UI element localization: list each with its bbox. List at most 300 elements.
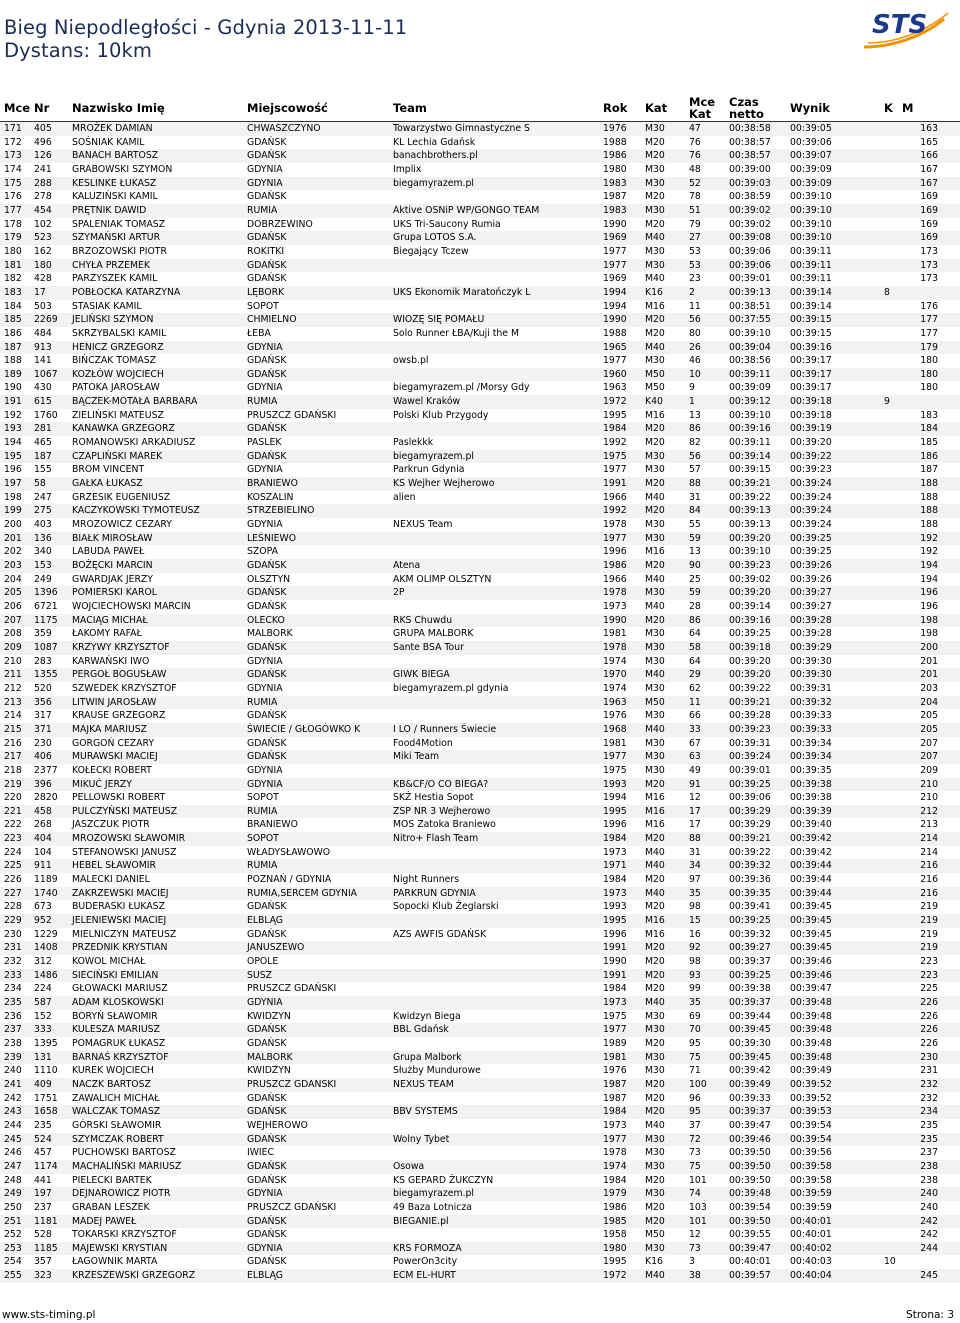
- cell-category-place: 64: [685, 655, 725, 669]
- cell-category-place: 88: [685, 832, 725, 846]
- cell-result: 00:39:38: [786, 791, 880, 805]
- table-row: [0, 1010, 960, 1024]
- cell-women-place: [880, 737, 898, 751]
- cell-place: 190: [0, 381, 30, 395]
- cell-category: M30: [641, 163, 685, 177]
- cell-team: biegamyrazem.pl: [389, 450, 599, 464]
- cell-category-place: 101: [685, 1215, 725, 1229]
- cell-place: 237: [0, 1023, 30, 1037]
- cell-year: 1983: [599, 204, 641, 218]
- table-header-row: [0, 95, 960, 122]
- cell-net-time: 00:38:58: [725, 122, 786, 136]
- cell-category: M30: [641, 1064, 685, 1078]
- cell-bib: 317: [30, 709, 68, 723]
- cell-place: 248: [0, 1174, 30, 1188]
- cell-team: [389, 532, 599, 546]
- cell-city: OPOLE: [243, 955, 389, 969]
- cell-team: [389, 846, 599, 860]
- cell-name: KESLINKE ŁUKASZ: [68, 177, 243, 191]
- table-row: [0, 982, 960, 996]
- cell-category-place: 9: [685, 381, 725, 395]
- cell-net-time: 00:39:11: [725, 436, 786, 450]
- cell-category: M20: [641, 832, 685, 846]
- cell-net-time: 00:39:08: [725, 231, 786, 245]
- cell-year: 1988: [599, 327, 641, 341]
- table-row: [0, 354, 960, 368]
- cell-result: 00:39:33: [786, 723, 880, 737]
- cell-place: 227: [0, 887, 30, 901]
- cell-net-time: 00:39:01: [725, 764, 786, 778]
- cell-city: GDYNIA: [243, 381, 389, 395]
- cell-team: [389, 1092, 599, 1106]
- cell-city: ELBLĄG: [243, 1269, 389, 1283]
- cell-men-place: 237: [898, 1146, 960, 1160]
- cell-net-time: 00:38:59: [725, 190, 786, 204]
- cell-result: 00:39:11: [786, 259, 880, 273]
- table-row: [0, 259, 960, 273]
- cell-city: SOPOT: [243, 832, 389, 846]
- cell-year: 1996: [599, 545, 641, 559]
- cell-category: M40: [641, 341, 685, 355]
- cell-category-place: 98: [685, 900, 725, 914]
- cell-category: M30: [641, 627, 685, 641]
- cell-men-place: 203: [898, 682, 960, 696]
- cell-men-place: 213: [898, 818, 960, 832]
- cell-place: 183: [0, 286, 30, 300]
- cell-name: CZAPLIŃSKI MAREK: [68, 450, 243, 464]
- cell-result: 00:39:53: [786, 1105, 880, 1119]
- cell-category: M16: [641, 791, 685, 805]
- cell-year: 1980: [599, 1242, 641, 1256]
- cell-category-place: 78: [685, 190, 725, 204]
- cell-place: 174: [0, 163, 30, 177]
- cell-net-time: 00:39:23: [725, 723, 786, 737]
- cell-women-place: [880, 969, 898, 983]
- cell-city: WEJHEROWO: [243, 1119, 389, 1133]
- cell-category: M20: [641, 327, 685, 341]
- cell-bib: 241: [30, 163, 68, 177]
- cell-category: M20: [641, 504, 685, 518]
- cell-category-place: 10: [685, 368, 725, 382]
- cell-result: 00:39:11: [786, 245, 880, 259]
- cell-team: [389, 955, 599, 969]
- cell-bib: 323: [30, 1269, 68, 1283]
- cell-men-place: 238: [898, 1174, 960, 1188]
- cell-men-place: 169: [898, 231, 960, 245]
- cell-bib: 197: [30, 1187, 68, 1201]
- cell-net-time: 00:39:49: [725, 1078, 786, 1092]
- cell-name: BUDERASKI ŁUKASZ: [68, 900, 243, 914]
- table-row: [0, 805, 960, 819]
- cell-team: [389, 1119, 599, 1133]
- col-header-category-place: Mce Kat: [689, 95, 716, 121]
- cell-result: 00:39:06: [786, 136, 880, 150]
- cell-year: 1975: [599, 450, 641, 464]
- table-row: [0, 559, 960, 573]
- cell-men-place: 223: [898, 969, 960, 983]
- cell-team: [389, 368, 599, 382]
- table-row: [0, 969, 960, 983]
- cell-place: 210: [0, 655, 30, 669]
- cell-category: M50: [641, 696, 685, 710]
- table-row: [0, 504, 960, 518]
- cell-category: M30: [641, 750, 685, 764]
- cell-name: PATOKA JAROSŁAW: [68, 381, 243, 395]
- cell-bib: 1189: [30, 873, 68, 887]
- cell-city: GDAŃSK: [243, 559, 389, 573]
- cell-men-place: 240: [898, 1187, 960, 1201]
- cell-year: 1958: [599, 1228, 641, 1242]
- cell-men-place: 188: [898, 477, 960, 491]
- cell-bib: 524: [30, 1133, 68, 1147]
- cell-city: GDAŃSK: [243, 231, 389, 245]
- cell-category-place: 64: [685, 627, 725, 641]
- cell-men-place: 204: [898, 696, 960, 710]
- cell-net-time: 00:39:16: [725, 614, 786, 628]
- cell-team: AKM OLIMP OLSZTYN: [389, 573, 599, 587]
- cell-name: PRZEDNIK KRYSTIAN: [68, 941, 243, 955]
- table-row: [0, 655, 960, 669]
- cell-bib: 102: [30, 218, 68, 232]
- cell-bib: 249: [30, 573, 68, 587]
- cell-bib: 2820: [30, 791, 68, 805]
- cell-bib: 952: [30, 914, 68, 928]
- cell-name: MACHALIŃSKI MARIUSZ: [68, 1160, 243, 1174]
- cell-city: MALBORK: [243, 1051, 389, 1065]
- cell-bib: 465: [30, 436, 68, 450]
- cell-place: 251: [0, 1215, 30, 1229]
- table-row: [0, 1078, 960, 1092]
- cell-net-time: 00:39:44: [725, 1010, 786, 1024]
- cell-result: 00:39:42: [786, 832, 880, 846]
- cell-year: 1977: [599, 532, 641, 546]
- cell-city: GDAŃSK: [243, 900, 389, 914]
- cell-net-time: 00:39:55: [725, 1228, 786, 1242]
- cell-team: KS Wejher Wejherowo: [389, 477, 599, 491]
- cell-team: Grupa Malbork: [389, 1051, 599, 1065]
- cell-men-place: 226: [898, 1037, 960, 1051]
- cell-place: 233: [0, 969, 30, 983]
- cell-name: HENICZ GRZEGORZ: [68, 341, 243, 355]
- cell-category: M30: [641, 245, 685, 259]
- cell-name: BIŃCZAK TOMASZ: [68, 354, 243, 368]
- table-row: [0, 846, 960, 860]
- cell-result: 00:39:48: [786, 1037, 880, 1051]
- cell-category-place: 80: [685, 327, 725, 341]
- cell-women-place: [880, 709, 898, 723]
- cell-men-place: 242: [898, 1228, 960, 1242]
- results-table: [0, 95, 960, 1283]
- cell-bib: 1751: [30, 1092, 68, 1106]
- cell-net-time: 00:39:29: [725, 818, 786, 832]
- cell-men-place: 188: [898, 491, 960, 505]
- cell-result: 00:39:32: [786, 696, 880, 710]
- cell-name: SZYMAŃSKI ARTUR: [68, 231, 243, 245]
- cell-city: GDYNIA: [243, 1187, 389, 1201]
- cell-category-place: 15: [685, 914, 725, 928]
- cell-category-place: 49: [685, 764, 725, 778]
- cell-name: HEBEL SŁAWOMIR: [68, 859, 243, 873]
- cell-category-place: 84: [685, 504, 725, 518]
- cell-name: GRABOWSKI SZYMON: [68, 163, 243, 177]
- table-row: [0, 368, 960, 382]
- cell-bib: 230: [30, 737, 68, 751]
- table-row: [0, 573, 960, 587]
- cell-city: GDAŃSK: [243, 641, 389, 655]
- cell-category: M30: [641, 532, 685, 546]
- cell-year: 1973: [599, 996, 641, 1010]
- table-row: [0, 1255, 960, 1269]
- cell-name: MAJKA MARIUSZ: [68, 723, 243, 737]
- cell-category: M30: [641, 709, 685, 723]
- table-row: [0, 791, 960, 805]
- cell-team: [389, 259, 599, 273]
- cell-men-place: 207: [898, 750, 960, 764]
- cell-men-place: 212: [898, 805, 960, 819]
- cell-category-place: 23: [685, 272, 725, 286]
- cell-name: ROMANOWSKI ARKADIUSZ: [68, 436, 243, 450]
- cell-women-place: [880, 409, 898, 423]
- cell-net-time: 00:39:36: [725, 873, 786, 887]
- sts-logo: [858, 3, 956, 51]
- cell-result: 00:39:18: [786, 395, 880, 409]
- cell-place: 197: [0, 477, 30, 491]
- table-row: [0, 818, 960, 832]
- cell-result: 00:39:44: [786, 887, 880, 901]
- cell-net-time: 00:39:10: [725, 327, 786, 341]
- cell-name: MIKUĆ JERZY: [68, 778, 243, 792]
- cell-result: 00:39:48: [786, 1010, 880, 1024]
- cell-result: 00:39:48: [786, 1023, 880, 1037]
- cell-category: M20: [641, 900, 685, 914]
- sts-logo-graphic: [858, 3, 956, 51]
- cell-team: NEXUS TEAM: [389, 1078, 599, 1092]
- cell-result: 00:39:27: [786, 586, 880, 600]
- cell-category-place: 1: [685, 395, 725, 409]
- cell-women-place: [880, 1119, 898, 1133]
- cell-place: 249: [0, 1187, 30, 1201]
- cell-men-place: 240: [898, 1201, 960, 1215]
- cell-year: 1972: [599, 395, 641, 409]
- cell-year: 1963: [599, 381, 641, 395]
- cell-team: [389, 272, 599, 286]
- cell-year: 1969: [599, 231, 641, 245]
- table-row: [0, 723, 960, 737]
- cell-men-place: 226: [898, 1023, 960, 1037]
- cell-place: 176: [0, 190, 30, 204]
- cell-net-time: 00:39:28: [725, 709, 786, 723]
- cell-category: M30: [641, 450, 685, 464]
- cell-result: 00:39:11: [786, 272, 880, 286]
- cell-category-place: 88: [685, 477, 725, 491]
- cell-name: GRABAN LESZEK: [68, 1201, 243, 1215]
- cell-women-place: [880, 1160, 898, 1174]
- cell-year: 1974: [599, 1160, 641, 1174]
- cell-category-place: 46: [685, 354, 725, 368]
- cell-year: 1976: [599, 709, 641, 723]
- cell-place: 202: [0, 545, 30, 559]
- cell-place: 223: [0, 832, 30, 846]
- cell-team: WIOZĘ SIĘ POMAŁU: [389, 313, 599, 327]
- cell-result: 00:39:10: [786, 218, 880, 232]
- cell-place: 203: [0, 559, 30, 573]
- cell-bib: 458: [30, 805, 68, 819]
- cell-category-place: 47: [685, 122, 725, 136]
- cell-result: 00:39:09: [786, 177, 880, 191]
- cell-place: 198: [0, 491, 30, 505]
- cell-men-place: [898, 1255, 960, 1269]
- cell-result: 00:39:54: [786, 1119, 880, 1133]
- cell-category: M20: [641, 873, 685, 887]
- cell-year: 1975: [599, 1010, 641, 1024]
- cell-net-time: 00:37:55: [725, 313, 786, 327]
- cell-team: Osowa: [389, 1160, 599, 1174]
- cell-team: [389, 655, 599, 669]
- cell-city: GDYNIA: [243, 655, 389, 669]
- cell-bib: 162: [30, 245, 68, 259]
- col-header-men: M: [902, 101, 914, 115]
- cell-category: K16: [641, 286, 685, 300]
- cell-men-place: 234: [898, 1105, 960, 1119]
- cell-category: M20: [641, 218, 685, 232]
- cell-men-place: 194: [898, 573, 960, 587]
- cell-bib: 1658: [30, 1105, 68, 1119]
- cell-year: 1978: [599, 1146, 641, 1160]
- cell-net-time: 00:39:10: [725, 545, 786, 559]
- cell-category: M30: [641, 1133, 685, 1147]
- cell-name: ZIELIŃSKI MATEUSZ: [68, 409, 243, 423]
- cell-category: M30: [641, 1160, 685, 1174]
- cell-men-place: 177: [898, 327, 960, 341]
- cell-city: GDAŃSK: [243, 450, 389, 464]
- cell-place: 220: [0, 791, 30, 805]
- cell-name: SOŚNIAK KAMIL: [68, 136, 243, 150]
- cell-bib: 275: [30, 504, 68, 518]
- cell-team: PARKRUN GDYNIA: [389, 887, 599, 901]
- cell-place: 245: [0, 1133, 30, 1147]
- cell-category: M20: [641, 614, 685, 628]
- cell-team: biegamyrazem.pl: [389, 1187, 599, 1201]
- cell-city: DOBRZEWINO: [243, 218, 389, 232]
- cell-category-place: 52: [685, 177, 725, 191]
- cell-category-place: 11: [685, 696, 725, 710]
- cell-place: 236: [0, 1010, 30, 1024]
- cell-net-time: 00:39:25: [725, 914, 786, 928]
- cell-bib: 496: [30, 136, 68, 150]
- cell-team: Food4Motion: [389, 737, 599, 751]
- cell-category-place: 73: [685, 1146, 725, 1160]
- cell-team: [389, 996, 599, 1010]
- cell-net-time: 00:39:25: [725, 778, 786, 792]
- cell-place: 246: [0, 1146, 30, 1160]
- cell-net-time: 00:39:13: [725, 504, 786, 518]
- cell-year: 1995: [599, 409, 641, 423]
- cell-city: GDAŃSK: [243, 1228, 389, 1242]
- cell-place: 204: [0, 573, 30, 587]
- cell-category: M40: [641, 996, 685, 1010]
- cell-net-time: 00:39:32: [725, 859, 786, 873]
- cell-name: WOJCIECHOWSKI MARCIN: [68, 600, 243, 614]
- cell-category: M20: [641, 149, 685, 163]
- cell-net-time: 00:39:20: [725, 655, 786, 669]
- cell-category-place: 69: [685, 1010, 725, 1024]
- cell-team: 2P: [389, 586, 599, 600]
- cell-team: Solo Runner ŁBA/Kuji the M: [389, 327, 599, 341]
- cell-city: IWIEC: [243, 1146, 389, 1160]
- cell-result: 00:39:24: [786, 491, 880, 505]
- cell-year: 1985: [599, 1215, 641, 1229]
- cell-category-place: 56: [685, 450, 725, 464]
- cell-women-place: [880, 259, 898, 273]
- cell-category-place: 27: [685, 231, 725, 245]
- cell-bib: 484: [30, 327, 68, 341]
- cell-result: 00:39:44: [786, 859, 880, 873]
- cell-name: GÓRSKI SŁAWOMIR: [68, 1119, 243, 1133]
- cell-women-place: [880, 1010, 898, 1024]
- cell-result: 00:39:45: [786, 914, 880, 928]
- cell-women-place: [880, 982, 898, 996]
- cell-men-place: 232: [898, 1078, 960, 1092]
- cell-net-time: 00:39:20: [725, 668, 786, 682]
- cell-year: 1991: [599, 941, 641, 955]
- cell-category: M30: [641, 586, 685, 600]
- cell-name: BROM VINCENT: [68, 463, 243, 477]
- cell-year: 1969: [599, 272, 641, 286]
- cell-net-time: 00:39:06: [725, 791, 786, 805]
- cell-category-place: 12: [685, 791, 725, 805]
- cell-net-time: 00:39:35: [725, 887, 786, 901]
- cell-men-place: 194: [898, 559, 960, 573]
- cell-city: GDYNIA: [243, 778, 389, 792]
- cell-women-place: [880, 723, 898, 737]
- cell-men-place: 183: [898, 409, 960, 423]
- cell-category-place: 90: [685, 559, 725, 573]
- cell-net-time: 00:39:25: [725, 627, 786, 641]
- cell-net-time: 00:39:02: [725, 204, 786, 218]
- cell-name: BIAŁK MIROSŁAW: [68, 532, 243, 546]
- cell-net-time: 00:39:11: [725, 368, 786, 382]
- cell-year: 1991: [599, 969, 641, 983]
- cell-result: 00:39:30: [786, 655, 880, 669]
- cell-bib: 312: [30, 955, 68, 969]
- cell-category-place: 48: [685, 163, 725, 177]
- cell-place: 234: [0, 982, 30, 996]
- cell-men-place: 245: [898, 1269, 960, 1283]
- cell-category: M30: [641, 655, 685, 669]
- cell-category-place: 70: [685, 1023, 725, 1037]
- cell-name: ZAKRZEWSKI MACIEJ: [68, 887, 243, 901]
- cell-bib: 913: [30, 341, 68, 355]
- cell-men-place: 196: [898, 586, 960, 600]
- cell-men-place: 205: [898, 723, 960, 737]
- cell-name: BĄCZEK-MOTAŁA BARBARA: [68, 395, 243, 409]
- cell-net-time: 00:39:47: [725, 1242, 786, 1256]
- cell-name: BARNAŚ KRZYSZTOF: [68, 1051, 243, 1065]
- cell-men-place: 169: [898, 218, 960, 232]
- table-row: [0, 381, 960, 395]
- cell-men-place: 176: [898, 300, 960, 314]
- table-row: [0, 1269, 960, 1283]
- cell-women-place: [880, 477, 898, 491]
- cell-bib: 430: [30, 381, 68, 395]
- cell-women-place: [880, 163, 898, 177]
- cell-result: 00:39:10: [786, 190, 880, 204]
- table-row: [0, 668, 960, 682]
- cell-year: 1986: [599, 1201, 641, 1215]
- cell-year: 1978: [599, 518, 641, 532]
- table-row: [0, 1023, 960, 1037]
- cell-bib: 155: [30, 463, 68, 477]
